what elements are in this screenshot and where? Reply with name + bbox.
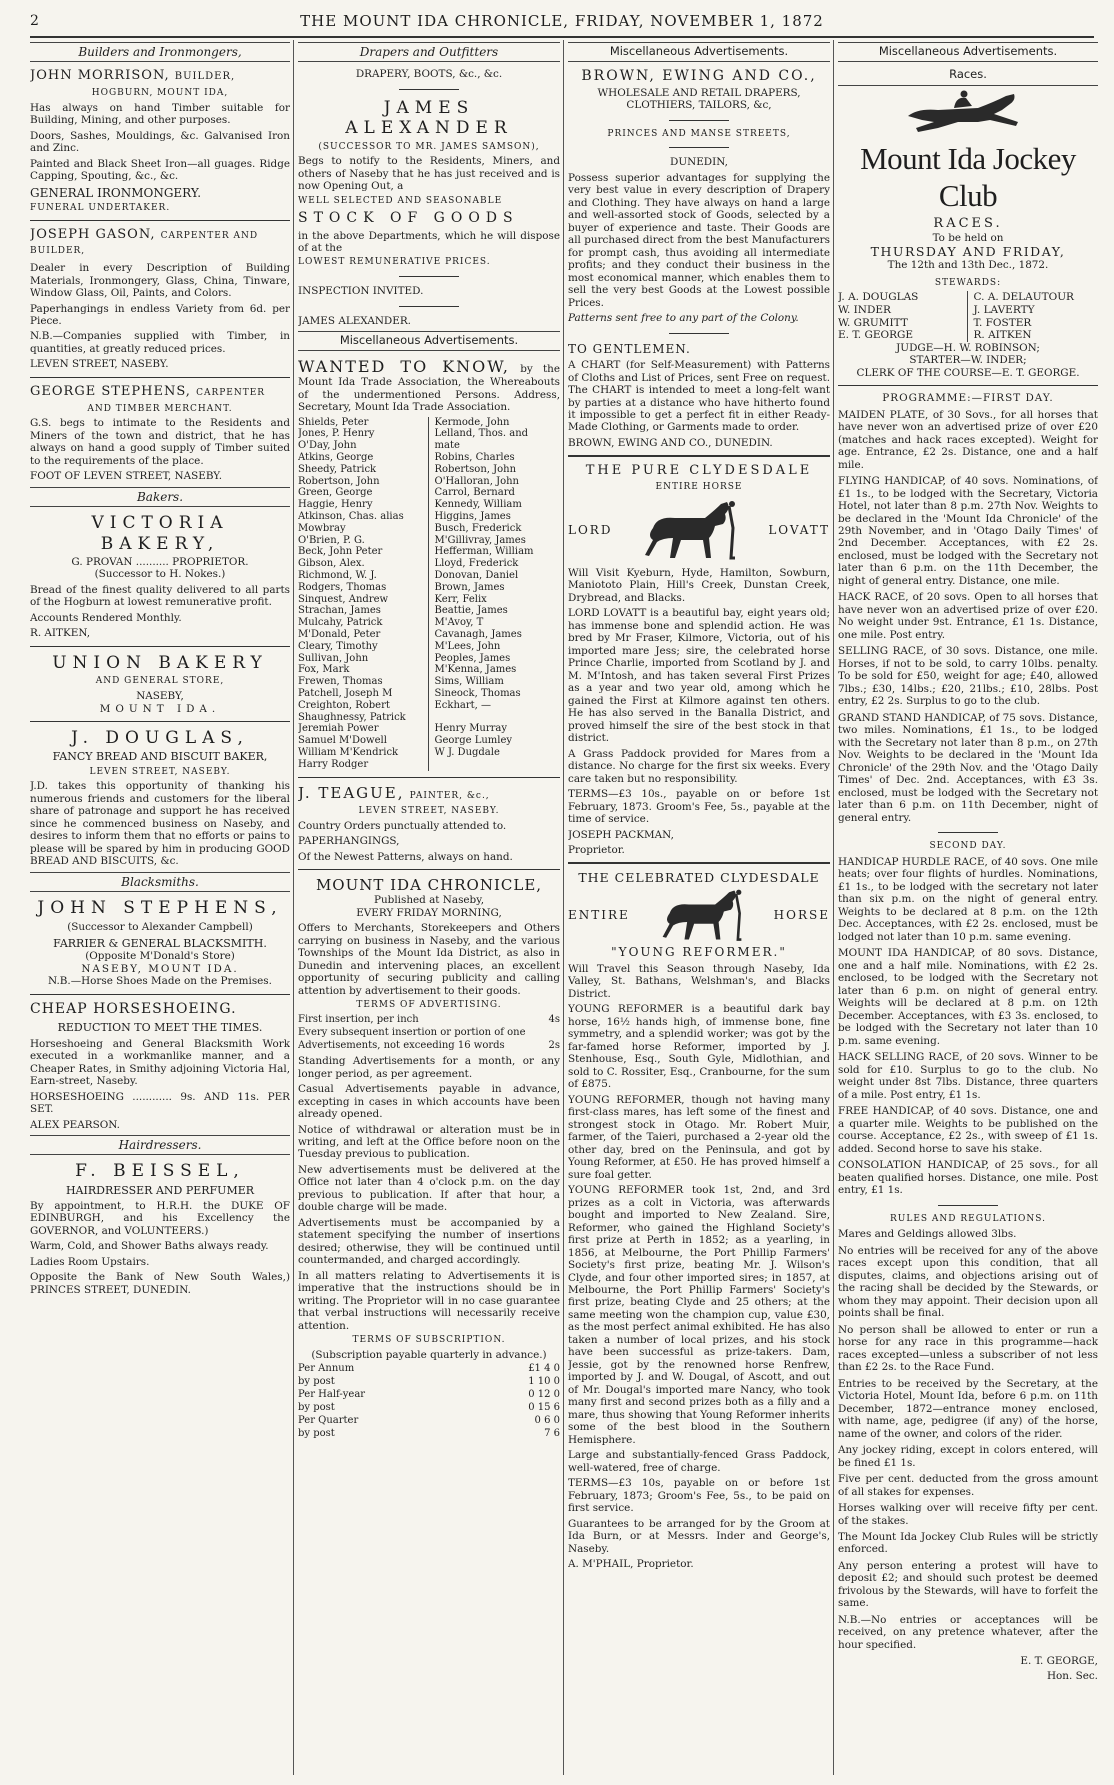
wanted-name: Sineock, Thomas (434, 688, 521, 699)
wanted-name (435, 712, 561, 724)
wanted-name: Gibson, Alex. (298, 558, 365, 570)
steward-name: W. INDER (838, 303, 891, 316)
race-entry: MOUNT IDA HANDICAP, of 80 sovs. Distance, one and a half mile. Nominations, with £2 2s. enclosed, to be lodged with the Secretary not later than 6 p.m. on night of general entry. Weights will be declared at 8 p.m. on 12th December. Acceptances, with £3 3s. enclosed, to be lodged with the Secretary not later than 10 p.m. same evening. (838, 947, 1098, 1047)
wanted-name: M'Gillivray, James (434, 534, 526, 546)
wanted-name: Atkinson, Chas. alias (298, 511, 404, 523)
wanted-name: Strachan, James (298, 605, 381, 617)
rate-row: Every subsequent insertion or portion of one (298, 1027, 526, 1039)
wanted-name: Higgins, James (434, 511, 511, 523)
masthead (30, 6, 1094, 38)
advertiser-name: JOSEPH GASON, (30, 226, 156, 242)
rule-item: Five per cent. deducted from the gross amount of all stakes for expenses. (838, 1473, 1098, 1498)
wanted-name: Sinquest, Andrew (298, 593, 389, 605)
subscription-rates (298, 1363, 560, 1440)
wanted-name: Mulcahy, Patrick (298, 617, 383, 629)
rate-row: by post 1 10 0 (298, 1375, 560, 1387)
ad-union-bakery: UNION BAKERY AND GENERAL STORE, NASEBY, MOUNT IDA. (30, 653, 290, 715)
racehorse-illustration (898, 88, 1038, 138)
wanted-name: Kermode, John (434, 416, 510, 428)
wanted-name: Sims, William (434, 676, 504, 688)
wanted-name: Beattie, James (434, 605, 508, 617)
wanted-name: Cleary, Timothy (298, 640, 378, 652)
ad-john-stephens: JOHN STEPHENS, (Successor to Alexander Campbell) FARRIER & GENERAL BLACKSMITH. (Opposite M'Donald's Store) NASEBY, MOUNT IDA. N.B.—Horse Shoes Made on the Premises. (30, 898, 290, 988)
race-entry: HACK RACE, of 20 sovs. Open to all horses that have never won an advertised prize of over £20. No weight under 9st. Entrance, £1 1s. Distance, one mile. Post entry. (838, 591, 1098, 641)
wanted-name: Henry Murray (434, 723, 508, 735)
column-rule (563, 40, 564, 1775)
wanted-name: Donovan, Daniel (434, 570, 519, 582)
rate-row: Advertisements, not exceeding 16 words 2s (298, 1040, 560, 1052)
wanted-name: Patchell, Joseph M (298, 688, 393, 699)
wanted-name: George Lumley (434, 735, 513, 747)
newspaper-title: THE MOUNT IDA CHRONICLE, FRIDAY, NOVEMBER 1, 1872 (300, 12, 824, 30)
ad-morrison: JOHN MORRISON, BUILDER, HOGBURN, MOUNT IDA, Has always on hand Timber suitable for Building, Mining, and other purposes. Doors, Sashes, Mouldings, &c. Galvanised Iron and Zinc. Painted and Black Sheet Iron—all guages. Ridge Capping, Spouting, &c., &c. GENERAL IRONMONGERY. FUNERAL UNDERTAKER. (30, 68, 290, 214)
rule-item: No person shall be allowed to enter or run a horse for any race in this programme—hack races excepted—unless a subscriber of not less than £2 2s. to the Race Fund. (838, 1323, 1098, 1374)
ad-gason: JOSEPH GASON, CARPENTER AND BUILDER, Dealer in every Description of Building Materials, Ironmongery, Glass, China, Tinware, Window Glass, Oil, Paints, and Colors. Paperhangings in endless Variety from 6d. per Piece. N.B.—Companies supplied with Timber, in quantities, at greatly reduced prices. LEVEN STREET, NASEBY. (30, 226, 290, 371)
steward-name: J. A. DOUGLAS (838, 291, 919, 304)
rule-item: Any person entering a protest will have to deposit £2; and should such protest be deemed frivolous by the Stewards, will have to forfeit the same. (838, 1559, 1098, 1610)
wanted-name: W J. Dugdale (434, 746, 500, 758)
wanted-name: Mowbray (298, 522, 346, 534)
wanted-name: Green, George (298, 487, 373, 499)
rate-row: by post 7 6 (298, 1427, 560, 1439)
wanted-name: Beck, John Peter (298, 546, 383, 558)
wanted-name: Busch, Frederick (434, 522, 522, 534)
advertiser-name: UNION BAKERY (52, 652, 268, 673)
column-rule (293, 40, 294, 1775)
wanted-name: Brown, James (434, 581, 505, 593)
stewards-list (838, 291, 1098, 341)
column-3 (568, 40, 830, 1775)
race-entry: FREE HANDICAP, of 40 sovs. Distance, one and a quarter mile. Weights to be published on the course. Acceptance, £2 2s., with sweep of £1 1s. added. Second horse to save his stake. (838, 1105, 1098, 1155)
wanted-name: Kerr, Felix (434, 593, 487, 605)
rule-item: No entries will be received for any of the above races except upon this condition, that all disputes, claims, and objections arising out of the racing shall be decided by the Stewards, or whom they may appoint. Their decision upon all points shall be final. (838, 1244, 1098, 1320)
steward-name: R. AITKEN (973, 329, 1032, 342)
jockey-club-title: Mount Ida Jockey Club (860, 140, 1076, 213)
wanted-name: Kennedy, William (434, 499, 522, 511)
wanted-name: Hefferman, William (434, 546, 534, 558)
wanted-name: William M'Kendrick (298, 746, 399, 758)
advertiser-name: MOUNT IDA CHRONICLE, (315, 876, 543, 895)
wanted-name: Sheedy, Patrick (298, 463, 377, 475)
wanted-name: Carrol, Bernard (434, 487, 515, 499)
race-entry: HACK SELLING RACE, of 20 sovs. Winner to be sold for £10. Surplus to go to the club. No weight under 8st 7lbs. Distance, three quarters of a mile. Post entry, £1 1s. (838, 1051, 1098, 1101)
wanted-name: O'Day, John (298, 440, 357, 452)
rule-item: Any jockey riding, except in colors entered, will be fined £1 1s. (838, 1444, 1098, 1469)
wanted-name: Cavanagh, James (434, 629, 522, 641)
ad-james-alexander: JAMES ALEXANDER (SUCCESSOR TO MR. JAMES SAMSON), Begs to notify to the Residents, Miners, and others of Naseby that he has just received and is now Opening Out, a WELL SELECTED AND SEASONABLE STOCK OF GOODS in the above Departments, which he will dispose of at the LOWEST REMUNERATIVE PRICES. INSPECTION INVITED. JAMES ALEXANDER. (298, 97, 560, 327)
wanted-name: Samuel M'Dowell (298, 735, 387, 747)
rule-item: N.B.—No entries or acceptances will be received, on any pretence whatever, after the hour specified. (838, 1613, 1098, 1651)
race-entry: SELLING RACE, of 30 sovs. Distance, one mile. Horses, if not to be sold, to carry 10lbs. penalty. To be sold for £50, weight for age; £40, allowed 7lbs.; £30, 14lbs.; £20, 21lbs.; £10, 28lbs. Post entry, £2 2s. Surplus to go to the club. (838, 645, 1098, 708)
section-heading: Miscellaneous Advertisements. (838, 42, 1098, 62)
advertiser-name: F. BEISSEL, (75, 1161, 245, 1182)
advertiser-name: CHEAP HORSESHOEING. (30, 1000, 237, 1017)
race-entry: FLYING HANDICAP, of 40 sovs. Nominations, of £1 1s., to be lodged with the Secretary, Victoria Hotel, not later than 8 p.m. 27th Nov. Weights to be declared in the 'Mount Ida Chronicle' of the 29th November, and in 'Otago Daily Times' of 2nd December. Acceptances, with £2 2s. enclosed, must be lodged with the Secretary not later than 6 p.m. on the 11th December, the night of general entry. Distance, one mile. (838, 475, 1098, 587)
wanted-name: M'Kenna, James (434, 664, 517, 676)
horse-illustration (652, 887, 752, 943)
advertiser-name: J. DOUGLAS, (71, 727, 249, 748)
wanted-name: Peoples, James (434, 652, 511, 664)
first-day-races (838, 409, 1098, 825)
section-heading: Builders and Ironmongers, (30, 42, 290, 62)
section-heading: Miscellaneous Advertisements. (298, 331, 560, 351)
column-2: Drapers and Outfitters DRAPERY, BOOTS, &c., &c. JAMES ALEXANDER (SUCCESSOR TO MR. JAMES SAMSON), Begs to notify to the Residents, Miners, and others of Naseby that he has just received and is now Opening Out, a WELL SELECTED AND SEASONABLE STOCK OF GOODS in the above Departments, which he will dispose of at the LOWEST REMUNERATIVE PRICES. INSPECTION INVITED. JAMES ALEXANDER. Miscellaneous Advertisements. WANTED TO KNOW, by the Mount Ida Trade Association, the Whereabouts of the undermentioned Persons. Address, Secretary, Mount Ida Trade Association. Shields, Peter Jones, P. Henry O'Day, John Atkins, George Sheedy, Patrick Robertson, John Green, George Haggie, Henry Atkinson, Chas. alias Mowbray O'Brien, P. G. Beck, John Peter Gibson, Alex. Richmond, W. J. Rodgers, Thomas Sinquest, Andrew Strachan, James Mulcahy, Patrick M'Donald, Peter Cleary, Timothy Sullivan, John Fox, Mark Frewen, Thomas Patchell, Joseph M Creighton, Robert Shaughnessy, Patrick Jeremiah Power Samuel M'Dowell William M'Kendrick Harry Rodger Kermode, John Lelland, Thos. and mate Robins, Charles Robertson, John O'Halloran, John Carrol, Bernard Kennedy, William Higgins, James Busch, Frederick M'Gillivray, James Hefferman, William Lloyd, Frederick Donovan, Daniel Brown, James Kerr, Felix Beattie, James M'Avoy, T Cavanagh, James M'Lees, John Peoples, James M'Kenna, James Sims, William Sineock, Thomas Eckhart, — Henry Murray George Lumley W J. Dugdale J. TEAGUE, PAINTER, &c., LEVEN STREET, NASEBY. Country Orders punctually attended to. PAPERHANGINGS, Of the Newest Patterns, always on hand. MOUNT IDA CHRONICLE, Published at Naseby, EVERY FRIDAY MORNING, Offers to Merchants, Storekeepers and Others carrying on business in Naseby, and the various Townships of the Mount Ida District, as also in Dunedin and intervening places, an excellent opportunity of securing publicity and calling attention by advertisement to their goods. TERMS OF ADVERTISING. First insertion, per inch 4s Every subsequent insertion or portion of one Advertisements, not exceeding 16 words 2s Standing Advertisements for a month, or any longer period, as per agreement. Casual Advertisements payable in advance, excepting in cases in which accounts have been already opened. Notice of withdrawal or alteration must be in writing, and left at the Office before noon on the Tuesday previous to publication. New advertisements must be delivered at the Office not later than 4 o'clock p.m. on the day previous to publication. If after that hour, a double charge will be made. Advertisements must be accompanied by a statement specifying the number of insertions desired; otherwise, they will be continued until countermanded, and charged accordingly. In all matters relating to Advertisements it is imperative that the instructions should be in writing. The Proprietor will in no case guarantee that verbal instructions will necessarily receive attention. TERMS OF SUBSCRIPTION. (Subscription payable quarterly in advance.) Per Annum £1 4 0 by post 1 10 0 Per Half-year 0 12 0 by post 0 15 6 Per Quarter 0 6 0 by post 7 6 (298, 40, 560, 1775)
column-1 (30, 40, 290, 1775)
ad-beissel: F. BEISSEL, HAIRDRESSER AND PERFUMER By appointment, to H.R.H. the DUKE OF EDINBURGH, and his Excellency the GOVERNOR, and VOLUNTEERS.) Warm, Cold, and Shower Baths always ready. Ladies Room Upstairs. Opposite the Bank of New South Wales,) PRINCES STREET, DUNEDIN. (30, 1161, 290, 1296)
race-entry: HANDICAP HURDLE RACE, of 40 sovs. One mile heats; over four flights of hurdles. Nominations, £1 1s., to be lodged with the secretary not later than six p.m. on the night of general entry. Weights to be declared at 8 p.m. on the 12th Dec. Acceptances, with £2 2s. enclosed, must be lodged not later than 10 p.m. same evening. (838, 855, 1098, 943)
steward-name: J. LAVERTY (973, 303, 1035, 316)
wanted-name: Shaughnessy, Patrick (298, 711, 406, 723)
advertiser-name: VICTORIA BAKERY, (91, 513, 229, 554)
ad-chronicle: MOUNT IDA CHRONICLE, Published at Naseby, EVERY FRIDAY MORNING, Offers to Merchants, Storekeepers and Others carrying on business in Naseby, and the various Townships of the Mount Ida District, as also in Dunedin and intervening places, an excellent opportunity of securing publicity and calling attention by advertisement to their goods. TERMS OF ADVERTISING. First insertion, per inch 4s Every subsequent insertion or portion of one Advertisements, not exceeding 16 words 2s Standing Advertisements for a month, or any longer period, as per agreement. Casual Advertisements payable in advance, excepting in cases in which accounts have been already opened. Notice of withdrawal or alteration must be in writing, and left at the Office before noon on the Tuesday previous to publication. New advertisements must be delivered at the Office not later than 4 o'clock p.m. on the day previous to publication. If after that hour, a double charge will be made. Advertisements must be accompanied by a statement specifying the number of insertions desired; otherwise, they will be continued until countermanded, and charged accordingly. In all matters relating to Advertisements it is imperative that the instructions should be in writing. The Proprietor will in no case guarantee that verbal instructions will necessarily receive attention. TERMS OF SUBSCRIPTION. (Subscription payable quarterly in advance.) Per Annum £1 4 0 by post 1 10 0 Per Half-year 0 12 0 by post 0 15 6 Per Quarter 0 6 0 by post 7 6 (298, 876, 560, 1439)
advertiser-name: BROWN, EWING AND CO., (581, 67, 817, 84)
ad-teague: J. TEAGUE, PAINTER, &c., LEVEN STREET, NASEBY. Country Orders punctually attended to. PAPERHANGINGS, Of the Newest Patterns, always on hand. (298, 783, 513, 863)
advertising-rates (298, 1014, 560, 1052)
rule-item: Mares and Geldings allowed 3lbs. (838, 1228, 1017, 1241)
wanted-name: Shields, Peter (298, 416, 369, 428)
wanted-name: Haggie, Henry (298, 499, 373, 511)
wanted-name: Jones, P. Henry (298, 428, 375, 440)
advertiser-name: GEORGE STEPHENS, (30, 383, 191, 399)
steward-name: W. GRUMITT (838, 316, 908, 329)
wanted-name: Frewen, Thomas (298, 676, 383, 688)
wanted-name: M'Donald, Peter (298, 629, 381, 641)
wanted-name: Fox, Mark (298, 664, 350, 676)
wanted-name: Sullivan, John (298, 652, 369, 664)
section-heading: Miscellaneous Advertisements. (568, 42, 830, 62)
wanted-name: Robertson, John (298, 475, 380, 487)
advertiser-name: JAMES ALEXANDER (345, 97, 513, 139)
advertiser-name: JOHN STEPHENS, (37, 898, 283, 919)
rate-row: by post 0 15 6 (298, 1401, 560, 1413)
ad-brown-ewing: BROWN, EWING AND CO., WHOLESALE AND RETAIL DRAPERS, CLOTHIERS, TAILORS, &c, PRINCES AND MANSE STREETS, DUNEDIN, Possess superior advantages for supplying the very best value in every description of Drapery and Clothing. They have always on hand a large and well-assorted stock of Goods, selected by a buyer of experience and taste. Their Goods are all purchased direct from the best Manufacturers for prompt cash, thus avoiding all intermediate profits; and they conduct their business in the most economical manner, which enables them to sell the very best Goods at the Lowest possible Prices. Patterns sent free to any part of the Colony. TO GENTLEMEN. A CHART (for Self-Measurement) with Patterns of Cloths and List of Prices, sent Free on request. The CHART is intended to meet a long-felt want by parties at a distance who have hitherto found it impossible to get a perfect fit in either Ready-Made Clothing, or Garments made to order. BROWN, EWING AND CO., DUNEDIN. (568, 67, 830, 449)
advertiser-name: J. TEAGUE, (298, 783, 405, 802)
wanted-name: Rodgers, Thomas (298, 581, 387, 593)
wanted-names-list (298, 417, 560, 771)
ad-victoria-bakery: VICTORIA BAKERY, G. PROVAN .......... PROPRIETOR. (Successor to H. Nokes.) Bread of the finest quality delivered to all parts of the Hogburn at lowest remunerative profit. Accounts Rendered Monthly. R. AITKEN, (30, 513, 290, 640)
rule-item: Horses walking over will receive fifty per cent. of the stakes. (838, 1502, 1098, 1527)
wanted-name: Creighton, Robert (298, 699, 390, 711)
wanted-name: mate (434, 440, 460, 452)
wanted-name: M'Avoy, T (434, 617, 484, 629)
steward-name: C. A. DELAUTOUR (973, 291, 1074, 304)
steward-name: E. T. GEORGE (838, 329, 914, 342)
wanted-name: Harry Rodger (298, 758, 369, 770)
wanted-name: O'Brien, P. G. (298, 534, 365, 546)
race-entry: CONSOLATION HANDICAP, of 25 sovs., for all beaten qualified horses. Distance, one mile. Post entry, £1 1s. (838, 1159, 1098, 1197)
rate-row: First insertion, per inch 4s (298, 1014, 560, 1026)
advertiser-name: JOHN MORRISON, (30, 68, 170, 84)
ad-george-stephens: GEORGE STEPHENS, CARPENTER AND TIMBER MERCHANT. G.S. begs to intimate to the Residents and Miners of the town and district, that he has always on hand a good supply of Timber suited to the requirements of the place. FOOT OF LEVEN STREET, NASEBY. (30, 383, 290, 483)
second-day-races (838, 856, 1098, 1197)
wanted-name: M'Lees, John (434, 640, 501, 652)
page-number: 2 (30, 13, 39, 29)
wanted-name: Lelland, Thos. and (434, 428, 529, 440)
section-heading: Blacksmiths. (30, 872, 290, 892)
ad-douglas: J. DOUGLAS, FANCY BREAD AND BISCUIT BAKER, LEVEN STREET, NASEBY. J.D. takes this opportunity of thanking his numerous friends and customers for the liberal share of patronage and support he has received since he commenced business on Naseby, and desires to inform them that no efforts or pains to please will be spared by him in producing GOOD BREAD AND BISCUITS, &c. (30, 727, 290, 868)
rule-item: Entries to be received by the Secretary, at the Victoria Hotel, Mount Ida, before 6 p.m. on 11th December, 1872—entrance money enclosed, with name, age, pedigree (if any) of the horse, name of the owner, and colors of the rider. (838, 1377, 1098, 1440)
wanted-name: Jeremiah Power (298, 723, 379, 735)
rule-item: The Mount Ida Jockey Club Rules will be strictly enforced. (838, 1530, 1098, 1556)
wanted-name: Robins, Charles (434, 452, 515, 464)
rate-row: Per Quarter 0 6 0 (298, 1414, 560, 1426)
ad-young-reformer: THE CELEBRATED CLYDESDALE ENTIRE HORSE "YOUNG REFORMER." Will Travel this Season through Naseby, Ida Valley, St. Bathans, Welshman's, and Blacks District. YOUNG REFORMER is a beautiful dark bay horse, 16½ hands high, of immense bone, fine symmetry, and a splendid worker; was got by the far-famed horse Reformer, imported by J. Stenhouse, Esq., South Gyle, Midlothian, and sold to C. Rossiter, Esq., Cranbourne, for the sum of £875. YOUNG REFORMER, though not having many first-class mares, has left some of the finest and strongest stock in Otago. Mr. Robert Muir, farmer, of the Taieri, purchased a 2-year old the other day, bred on the Peninsula, and got by Young Reformer, at £50. He has proved himself a sure foal getter. YOUNG REFORMER took 1st, 2nd, and 3rd prizes as a colt in Victoria, was afterwards bought and imported to New Zealand. Sire, Reformer, who gained the Highland Society's first prize at Perth in 1852; as a yearling, in 1856, at Melbourne, the Port Phillip Farmers' Society's first prize, beating Mr. J. Wilson's Clyde, and four other imported sires; in 1857, at Melbourne, the Port Phillip Farmers' Society's first prize, beating Clyde and 25 others; at the same meeting won the champion cup, value £30, as the most perfect animal exhibited. He has also taken a number of local prizes, and his stock have been successful as prize-takers. Dam, Jessie, got by the renowned horse Renfrew, imported by J. and W. Dougal, of Ascott, and out of Mr. Dougal's imported mare Nancy, who took many first and second prizes both as a filly and a mare, thus showing that Young Reformer inherits some of the best blood in the Southern Hemisphere. Large and substantially-fenced Grass Paddock, well-watered, free of charge. TERMS—£3 10s, payable on or before 1st February, 1873; Groom's Fee, 5s., to be paid on first service. Guarantees to be arranged for by the Groom at Ida Burn, or at Messrs. Inder and George's, Naseby. A. M'PHAIL, Proprietor. (568, 870, 830, 1571)
wanted-name: Robertson, John (434, 463, 517, 475)
horse-illustration (635, 498, 745, 562)
column-4: Miscellaneous Advertisements. Races. Mount Ida Jockey Club RACES. To be held on THURSDAY AND FRIDAY, The 12th and 13th Dec., 1872. STEWARDS: J. A. DOUGLAS W. INDER W. GRUMITT E. T. GEORGE C. A. DELAUTOUR J. LAVERTY T. FOSTER R. AITKEN JUDGE—H. W. ROBINSON; STARTER—W. INDER; CLERK OF THE COURSE—E. T. GEORGE. PROGRAMME:—FIRST DAY. MAIDEN PLATE, of 30 Sovs., for all horses that have never won an advertised prize of over £20 (matches and hack races excepted). Weight for age. Entrance, £2 2s. Distance, one and a half mile. FLYING HANDICAP, of 40 sovs. Nominations, of £1 1s., to be lodged with the Secretary, Victoria Hotel, not later than 8 p.m. 27th Nov. Weights to be declared in the 'Mount Ida Chronicle' of the 29th November, and in 'Otago Daily Times' of 2nd December. Acceptances, with £2 2s. enclosed, must be lodged with the Secretary not later than 6 p.m. on the 11th December, the night of general entry. Distance, one mile. HACK RACE, of 20 sovs. Open to all horses that have never won an advertised prize of over £20. No weight under 9st. Entrance, £1 1s. Distance, one mile. Post entry. SELLING RACE, of 30 sovs. Distance, one mile. Horses, if not to be sold, to carry 10lbs. penalty. To be sold for £50, weight for age; £40, allowed 7lbs.; £30, 14lbs.; £20, 21lbs.; £10, 28lbs. Post entry, £2 2s. Surplus to go to the club. GRAND STAND HANDICAP, of 75 sovs. Distance, two miles. Nominations, £1 1s., to be lodged with the Secretary not later than 8 p.m., on 27th Nov. Weights to be declared in the 'Mount Ida Chronicle' of the 29th Nov. and the 'Otago Daily Times' of Dec. 2nd. Acceptances, with £3 3s. enclosed, must be lodged with the Secretary not later than 6 p.m. on 11th December, night of general entry. SECOND DAY. HANDICAP HURDLE RACE, of 40 sovs. One mile heats; over four flights of hurdles. Nominations, £1 1s., to be lodged with the secretary not later than six p.m. on the night of general entry. Weights to be declared at 8 p.m. on the 12th Dec. Acceptances, with £2 2s. enclosed, must be lodged not later than 10 p.m. same evening. MOUNT IDA HANDICAP, of 80 sovs. Distance, one and a half mile. Nominations, with £2 2s. enclosed, to be lodged with the Secretary not later than 6 p.m. on night of general entry. Weights will be declared at 8 p.m. on 12th December. Acceptances, with £3 3s. enclosed, to be lodged with the Secretary not later than 10 p.m. same evening. HACK SELLING RACE, of 20 sovs. Winner to be sold for £10. Surplus to go to the club. No weight under 8st 7lbs. Distance, three quarters of a mile. Post entry, £1 1s. FREE HANDICAP, of 40 sovs. Distance, one and a quarter mile. Weights to be published on the course. Acceptance, £2 2s., with sweep of £1 1s. added. Second horse to save his stake. CONSOLATION HANDICAP, of 25 sovs., for all beaten qualified horses. Distance, one mile. Post entry, £1 1s. RULES AND REGULATIONS. Mares and Geldings allowed 3lbs. No entries will be received for any of the above races except upon this condition, that all disputes, claims, and objections arising out of the racing shall be decided by the Stewards, or whom they may appoint. Their decision upon all points shall be final. No person shall be allowed to enter or run a horse for any race in this programme—hack races excepted—unless a subscriber of not less than £2 2s. to the Race Fund. Entries to be received by the Secretary, at the Victoria Hotel, Mount Ida, before 6 p.m. on 11th December, 1872—entrance money enclosed, with name, age, pedigree (if any) of the horse, name of the owner, and colors of the rider. Any jockey riding, except in colors entered, will be fined £1 1s. Five per cent. deducted from the gross amount of all stakes for expenses. Horses walking over will receive fifty per cent. of the stakes. The Mount Ida Jockey Club Rules will be strictly enforced. Any person entering a protest will have to deposit £2; and should such protest be deemed frivolous by the Stewards, will have to forfeit the same. N.B.—No entries or acceptances will be received, on any pretence whatever, after the hour specified. E. T. GEORGE, Hon. Sec. (838, 44, 1098, 1682)
wanted-name: Eckhart, — (434, 699, 492, 711)
rules-list (838, 1228, 1098, 1651)
ad-wanted-to-know: WANTED TO KNOW, by the Mount Ida Trade Association, the Whereabouts of the undermentioned Persons. Address, Secretary, Mount Ida Trade Association. Shields, Peter Jones, P. Henry O'Day, John Atkins, George Sheedy, Patrick Robertson, John Green, George Haggie, Henry Atkinson, Chas. alias Mowbray O'Brien, P. G. Beck, John Peter Gibson, Alex. Richmond, W. J. Rodgers, Thomas Sinquest, Andrew Strachan, James Mulcahy, Patrick M'Donald, Peter Cleary, Timothy Sullivan, John Fox, Mark Frewen, Thomas Patchell, Joseph M Creighton, Robert Shaughnessy, Patrick Jeremiah Power Samuel M'Dowell William M'Kendrick Harry Rodger Kermode, John Lelland, Thos. and mate Robins, Charles Robertson, John O'Halloran, John Carrol, Bernard Kennedy, William Higgins, James Busch, Frederick M'Gillivray, James Hefferman, William Lloyd, Frederick Donovan, Daniel Brown, James Kerr, Felix Beattie, James M'Avoy, T Cavanagh, James M'Lees, John Peoples, James M'Kenna, James Sims, William Sineock, Thomas Eckhart, — Henry Murray George Lumley W J. Dugdale (298, 357, 560, 770)
race-entry: MAIDEN PLATE, of 30 Sovs., for all horses that have never won an advertised prize of over £20 (matches and hack races excepted). Weight for age. Entrance, £2 2s. Distance, one and a half mile. (838, 408, 1098, 471)
section-heading: Bakers. (30, 487, 290, 507)
section-heading: Races. (838, 68, 1098, 86)
race-entry: GRAND STAND HANDICAP, of 75 sovs. Distance, two miles. Nominations, £1 1s., to be lodged with the Secretary not later than 8 p.m., on 27th Nov. Weights to be declared in the 'Mount Ida Chronicle' of the 29th Nov. and the 'Otago Daily Times' of Dec. 2nd. Acceptances, with £3 3s. enclosed, must be lodged with the Secretary not later than 6 p.m. on 11th December, night of general entry. (838, 711, 1098, 824)
wanted-name: Richmond, W. J. (298, 570, 377, 582)
steward-name: T. FOSTER (973, 316, 1032, 329)
ad-cheap-horseshoeing: CHEAP HORSESHOEING. REDUCTION TO MEET THE TIMES. Horseshoeing and General Blacksmith Work executed in a workmanlike manner, and a Cheaper Rates, in Smithy adjoining Victoria Hal, Earn-street, Naseby. HORSESHOEING ............ 9s. AND 11s. PER SET. ALEX PEARSON. (30, 1000, 290, 1131)
ad-lord-lovatt: THE PURE CLYDESDALE ENTIRE HORSE LORD LOVATT Will Visit Kyeburn, Hyde, Hamilton, Sowburn, Maniototo Plain, Hill's Creek, Dunstan Creek, Drybread, and Blacks. LORD LOVATT is a beautiful bay, eight years old; has immense bone and splendid action. He was bred by Mr Fraser, Kilmore, Victoria, out of his imported mare Jess; sire, the celebrated horse Prince Charlie, imported from Scotland by J. and M. M'Intosh, and has taken several First Prizes as a year and two year old, among which he gained the First at Kilmore against ten others. He has also served in the Banalla District, and proved himself the sire of the best stock in that district. A Grass Paddock provided for Mares from a distance. No charge for the first six weeks. Every care taken but no responsibility. TERMS—£3 10s., payable on or before 1st February, 1873. Groom's Fee, 5s., payable at the time of service. JOSEPH PACKMAN, Proprietor. (568, 463, 830, 856)
section-heading: Drapers and Outfitters (298, 42, 560, 62)
section-heading: Hairdressers. (30, 1135, 290, 1155)
rate-row: Per Annum £1 4 0 (298, 1362, 560, 1374)
rate-row: Per Half-year 0 12 0 (298, 1388, 560, 1400)
wanted-name: Lloyd, Frederick (434, 558, 519, 570)
wanted-name: Atkins, George (298, 452, 374, 464)
column-rule (833, 40, 834, 1775)
wanted-name: O'Halloran, John (434, 475, 519, 487)
